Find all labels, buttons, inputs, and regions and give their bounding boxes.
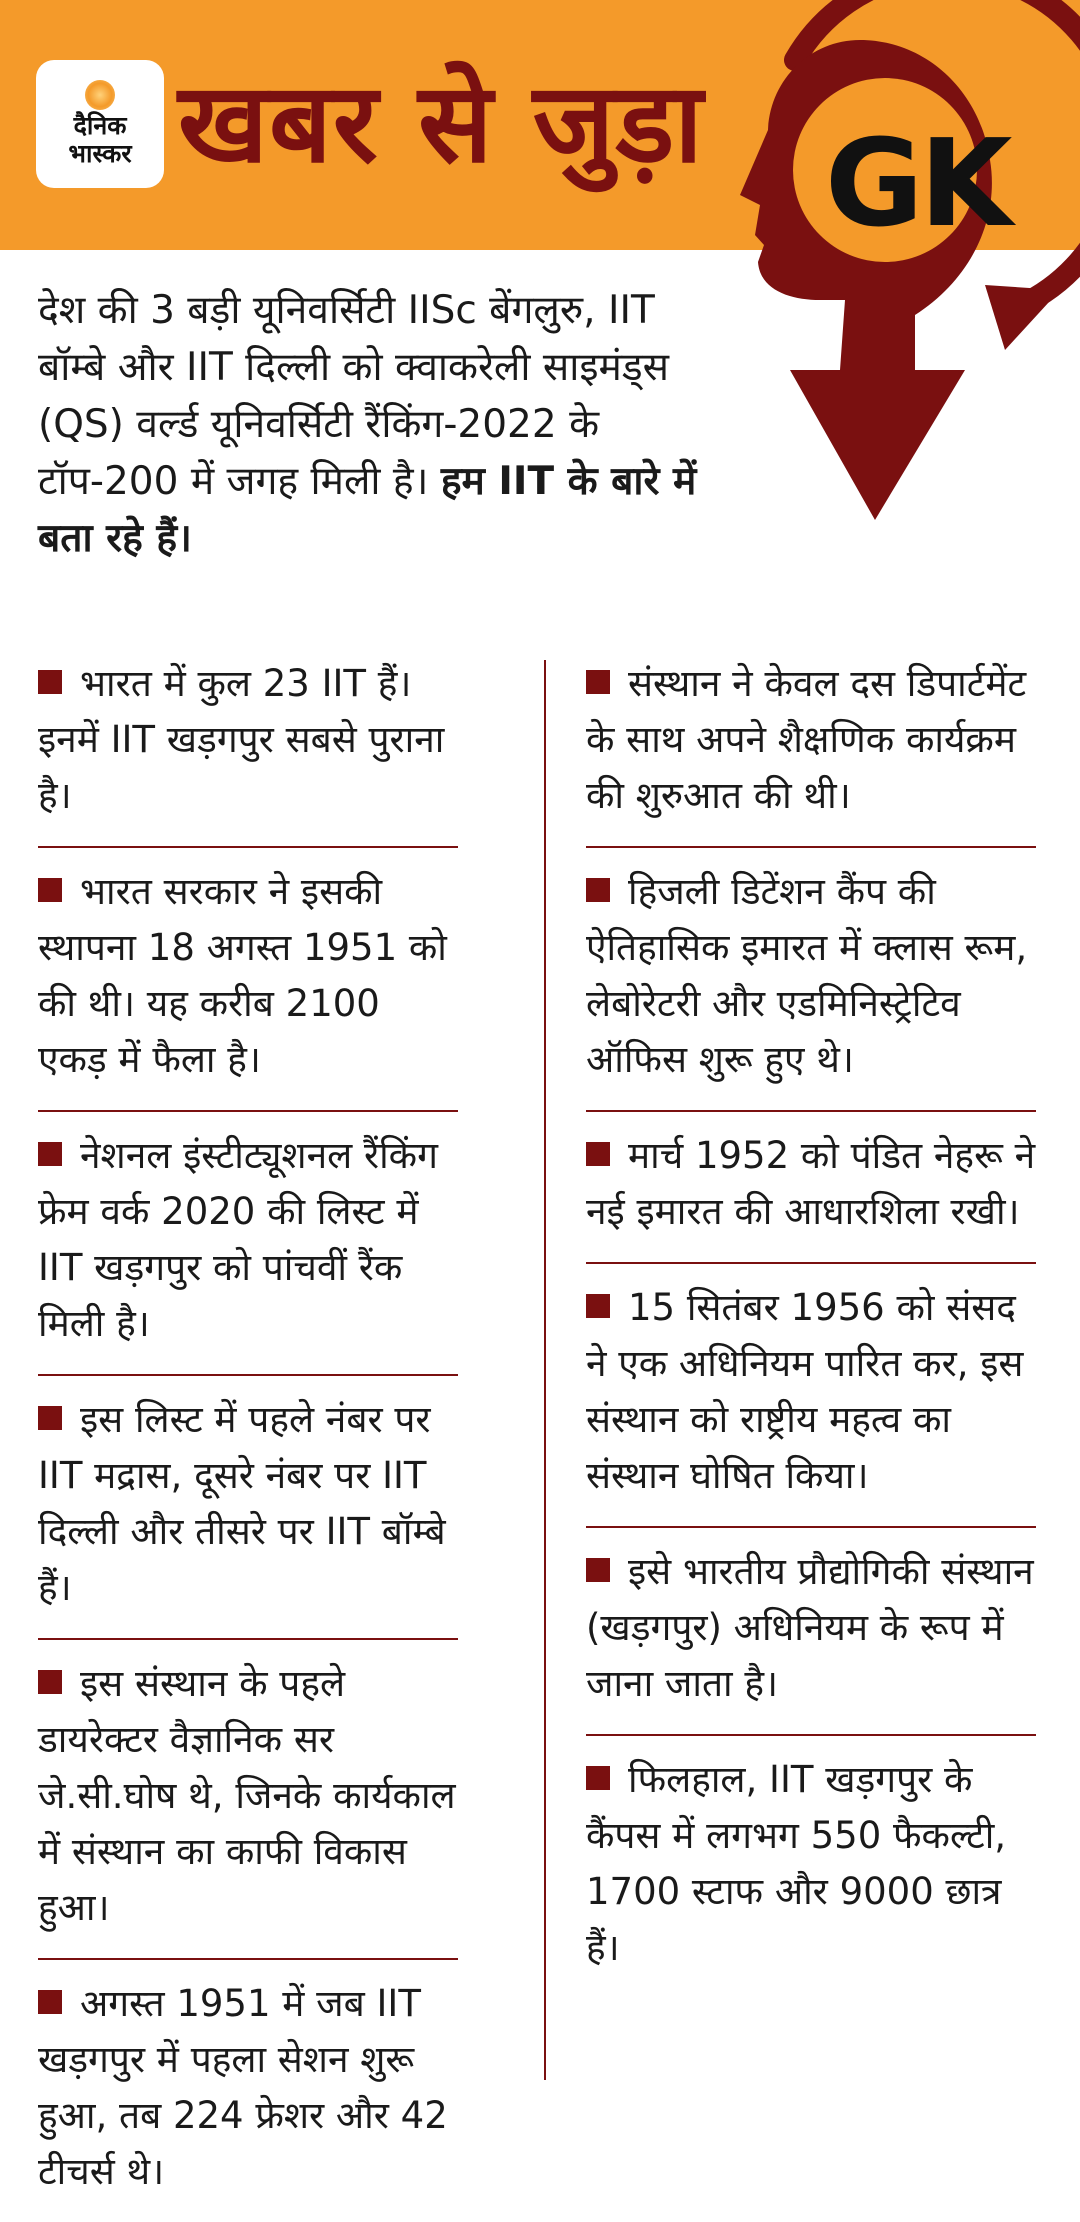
bullet-icon — [38, 670, 62, 694]
fact-item — [586, 1528, 1036, 1736]
fact-text: नेशनल इंस्टीट्यूशनल रैंकिंग फ्रेम वर्क 2020 की लिस्ट में IIT खड़गपुर को पांचवीं रैंक मिली है। — [38, 1134, 438, 1345]
logo-line-2: भास्कर — [68, 139, 132, 168]
fact-item — [586, 1264, 1036, 1528]
fact-item — [38, 1640, 458, 1960]
arrow-head-icon — [985, 285, 1060, 350]
fact-item — [586, 1736, 1036, 1998]
bullet-icon — [38, 1142, 62, 1166]
fact-text: भारत में कुल 23 IIT हैं। इनमें IIT खड़गपुर सबसे पुराना है। — [38, 662, 445, 817]
page-title: खबर से जुड़ा — [178, 59, 704, 187]
fact-text: भारत सरकार ने इसकी स्थापना 18 अगस्त 1951 को की थी। यह करीब 2100 एकड़ में फैला है। — [38, 870, 447, 1081]
fact-item — [586, 1112, 1036, 1264]
bullet-icon — [38, 878, 62, 902]
bullet-icon — [38, 1990, 62, 2014]
bullet-icon — [586, 1558, 610, 1582]
sun-icon — [85, 80, 115, 110]
logo-line-1: दैनिक — [73, 111, 127, 140]
fact-text: इसे भारतीय प्रौद्योगिकी संस्थान (खड़गपुर) अधिनियम के रूप में जाना जाता है। — [586, 1550, 1034, 1705]
fact-item — [586, 848, 1036, 1112]
bullet-icon — [586, 1142, 610, 1166]
intro-bold-text: हम IIT के बारे में बता रहे हैं। — [38, 459, 697, 561]
bullet-icon — [38, 1406, 62, 1430]
facts-right-column — [586, 640, 1036, 1998]
column-divider — [544, 660, 546, 2080]
fact-item — [38, 848, 458, 1112]
fact-item — [38, 640, 458, 848]
bullet-icon — [586, 1294, 610, 1318]
gk-badge: GK — [825, 115, 1009, 254]
fact-text: फिलहाल, IIT खड़गपुर के कैंपस में लगभग 550 फैकल्टी, 1700 स्टाफ और 9000 छात्र हैं। — [586, 1758, 1007, 1969]
intro-paragraph — [38, 282, 718, 567]
facts-left-column — [38, 640, 458, 2222]
bullet-icon — [586, 670, 610, 694]
fact-item — [38, 1376, 458, 1640]
fact-text: इस संस्थान के पहले डायरेक्टर वैज्ञानिक सर जे.सी.घोष थे, जिनके कार्यकाल में संस्थान का काफी विकास हुआ। — [38, 1662, 456, 1929]
fact-text: हिजली डिटेंशन कैंप की ऐतिहासिक इमारत में क्लास रूम, लेबोरेटरी और एडमिनिस्ट्रेटिव ऑफिस शुरू हुए थे। — [586, 870, 1028, 1081]
bullet-icon — [586, 1766, 610, 1790]
fact-item — [586, 640, 1036, 848]
fact-item — [38, 1112, 458, 1376]
bullet-icon — [586, 878, 610, 902]
fact-text: इस लिस्ट में पहले नंबर पर IIT मद्रास, दूसरे नंबर पर IIT दिल्ली और तीसरे पर IIT बॉम्बे हैं। — [38, 1398, 446, 1609]
head-arrow-graphic — [700, 0, 1080, 540]
dainik-bhaskar-logo — [36, 60, 164, 188]
fact-text: 15 सितंबर 1956 को संसद ने एक अधिनियम पारित कर, इस संस्थान को राष्ट्रीय महत्व का संस्थान घोषित किया। — [586, 1286, 1024, 1497]
intro-text: देश की 3 बड़ी यूनिवर्सिटी IISc बेंगलुरु, IIT बॉम्बे और IIT दिल्ली को क्वाकरेली साइमंड्स (QS) वर्ल्ड यूनिवर्सिटी रैंकिंग-2022 के टॉप-200 में जगह मिली है। — [38, 288, 670, 504]
bullet-icon — [38, 1670, 62, 1694]
fact-text: संस्थान ने केवल दस डिपार्टमेंट के साथ अपने शैक्षणिक कार्यक्रम की शुरुआत की थी। — [586, 662, 1027, 817]
fact-text: अगस्त 1951 में जब IIT खड़गपुर में पहला सेशन शुरू हुआ, तब 224 फ्रेशर और 42 टीचर्स थे। — [38, 1982, 448, 2193]
fact-item — [38, 1960, 458, 2222]
fact-text: मार्च 1952 को पंडित नेहरू ने नई इमारत की आधारशिला रखी। — [586, 1134, 1036, 1233]
